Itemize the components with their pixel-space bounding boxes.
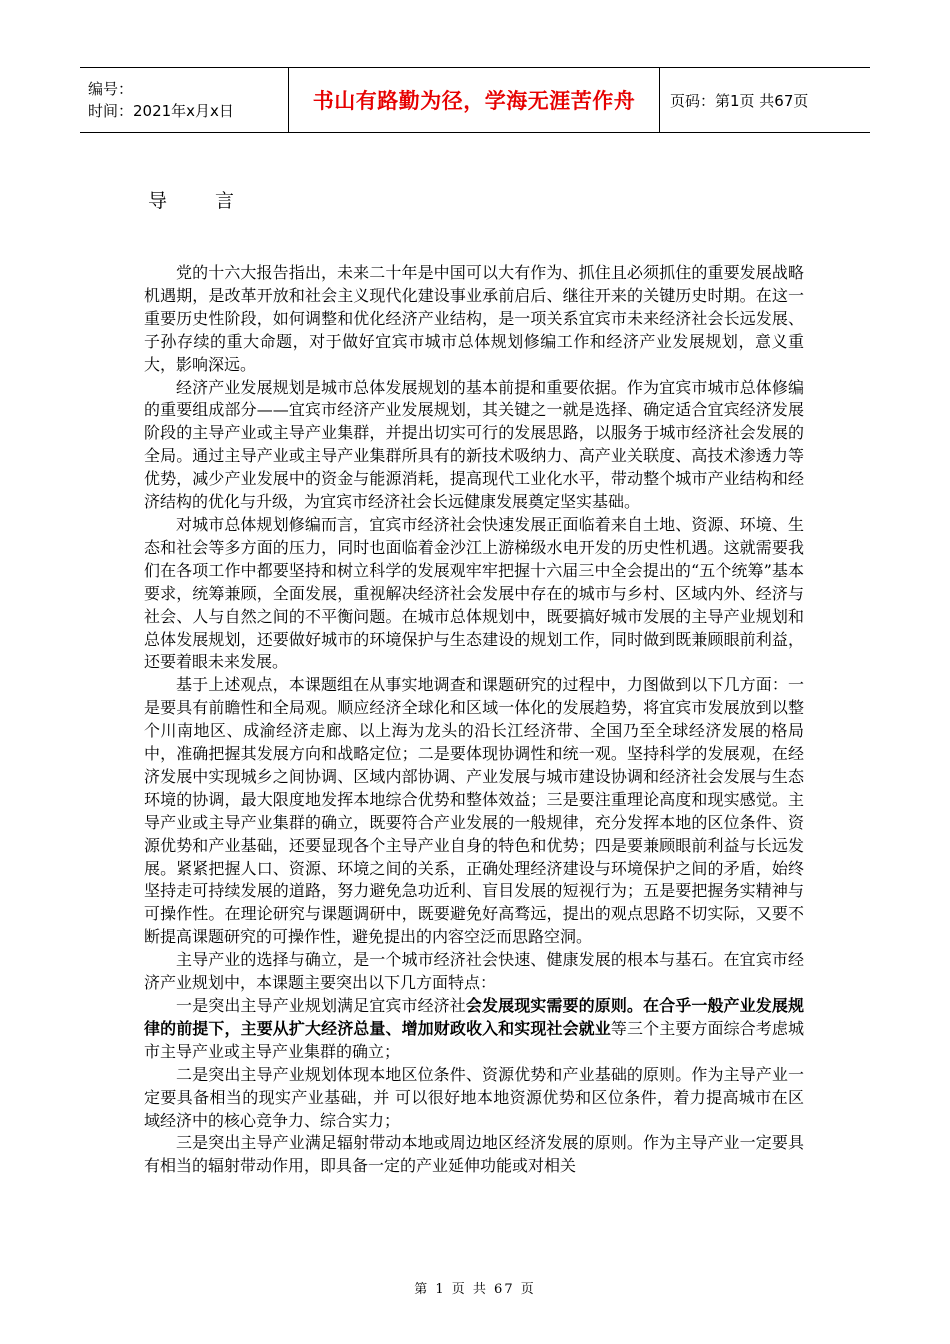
paragraph: 党的十六大报告指出，未来二十年是中国可以大有作为、抓住且必须抓住的重要发展战略机遇期，是改革开放和社会主义现代化建设事业承前启后、继往开来的关键历史时期。在这一重要历史性阶段，如何调整和优化经济产业结构，是一项关系宜宾市未来经济社会长远发展、子孙存续的重大命题，对于做好宜宾市城市总体规划修编工作和经济产业发展规划，意义重大，影响深远。 bbox=[144, 263, 804, 374]
document-header bbox=[80, 67, 870, 133]
header-motto-cell bbox=[289, 68, 660, 133]
document-time-label: 时间：2021年x月x日 bbox=[88, 102, 234, 120]
paragraph: 基于上述观点，本课题组在从事实地调查和课题研究的过程中，力图做到以下几方面：一是要具有前瞻性和全局观。顺应经济全球化和区域一体化的发展趋势，将宜宾市发展放到以整个川南地区、成渝经济走廊、以上海为龙头的沿长江经济带、全国乃至全球经济发展的格局中，准确把握其发展方向和战略定位；二是要体现协调性和统一观。坚持科学的发展观，在经济发展中实现城乡之间协调、区域内部协调、产业发展与城市建设协调和经济社会发展与生态环境的协调，最大限度地发挥本地综合优势和整体效益；三是要注重理论高度和现实感觉。主导产业或主导产业集群的确立，既要符合产业发展的一般规律，充分发挥本地的区位条件、资源优势和产业基础，还要显现各个主导产业自身的特色和优势；四是要兼顾眼前利益与长远发展。紧紧把握人口、资源、环境之间的关系，正确处理经济建设与环境保护之间的矛盾，始终坚持走可持续发展的道路，努力避免急功近利、盲目发展的短视行为；五是要把握务实精神与可操作性。在理论研究与课题调研中，既要避免好高骛远，提出的观点思路不切实际，又要不断提高课题研究的可操作性，避免提出的内容空泛而思路空洞。 bbox=[144, 675, 804, 947]
document-number-label: 编号： bbox=[88, 80, 134, 98]
paragraph-normal-run: 一是突出主导产业规划满足宜宾市经济社 bbox=[176, 996, 466, 1015]
paragraph-bold-run: 会发展现实需要的原则。在合乎一般产业发展规律的前提下，主要从扩大经济总量、增加财政收入和实现社会就业 bbox=[144, 996, 804, 1038]
paragraph: 经济产业发展规划是城市总体发展规划的基本前提和重要依据。作为宜宾市城市总体修编的重要组成部分——宜宾市经济产业发展规划，其关键之一就是选择、确定适合宜宾经济发展阶段的主导产业或主导产业集群，并提出切实可行的发展思路，以服务于城市经济社会发展的全局。通过主导产业或主导产业集群所具有的新技术吸纳力、高产业关联度、高技术渗透力等优势，减少产业发展中的资金与能源消耗，提高现代工业化水平，带动整个城市产业结构和经济结构的优化与升级，为宜宾市经济社会长远健康发展奠定坚实基础。 bbox=[144, 377, 804, 512]
header-motto: 书山有路勤为径，学海无涯苦作舟 bbox=[312, 89, 636, 113]
document-body bbox=[144, 262, 804, 1178]
header-page-info: 页码：第1页 共67页 bbox=[670, 91, 809, 110]
header-meta-cell bbox=[80, 68, 289, 133]
paragraph-normal-run: 等三个主要方面综合考虑城市主导产业或主导产业集群的确立； bbox=[144, 1018, 804, 1061]
paragraph: 对城市总体规划修编而言，宜宾市经济社会快速发展正面临着来自土地、资源、环境、生态和社会等多方面的压力，同时也面临着金沙江上游梯级水电开发的历史性机遇。这就需要我们在各项工作中都要坚持和树立科学的发展观牢牢把握十六届三中全会提出的“五个统筹”基本要求，统筹兼顾，全面发展，重视解决经济社会发展中存在的城市与乡村、区域内外、经济与社会、人与自然之间的不平衡问题。在城市总体规划中，既要搞好城市发展的主导产业规划和总体发展规划，还要做好城市的环境保护与生态建设的规划工作，同时做到既兼顾眼前利益，还要着眼未来发展。 bbox=[144, 514, 804, 672]
paragraph: 主导产业的选择与确立，是一个城市经济社会快速、健康发展的根本与基石。在宜宾市经济产业规划中，本课题主要突出以下几方面特点： bbox=[144, 950, 804, 993]
page-footer: 第 1 页 共 67 页 bbox=[414, 1282, 536, 1297]
header-page-info-cell bbox=[660, 68, 871, 133]
paragraph: 二是突出主导产业规划体现本地区位条件、资源优势和产业基础的原则。作为主导产业一定要具备相当的现实产业基础，并 可以很好地本地资源优势和区位条件，着力提高城市在区域经济中的核心竞争力、综合实力； bbox=[144, 1064, 804, 1130]
section-heading: 导言 bbox=[148, 190, 283, 212]
paragraph-mixed bbox=[144, 995, 804, 1064]
paragraph: 三是突出主导产业满足辐射带动本地或周边地区经济发展的原则。作为主导产业一定要具有相当的辐射带动作用，即具备一定的产业延伸功能或对相关 bbox=[144, 1133, 804, 1176]
